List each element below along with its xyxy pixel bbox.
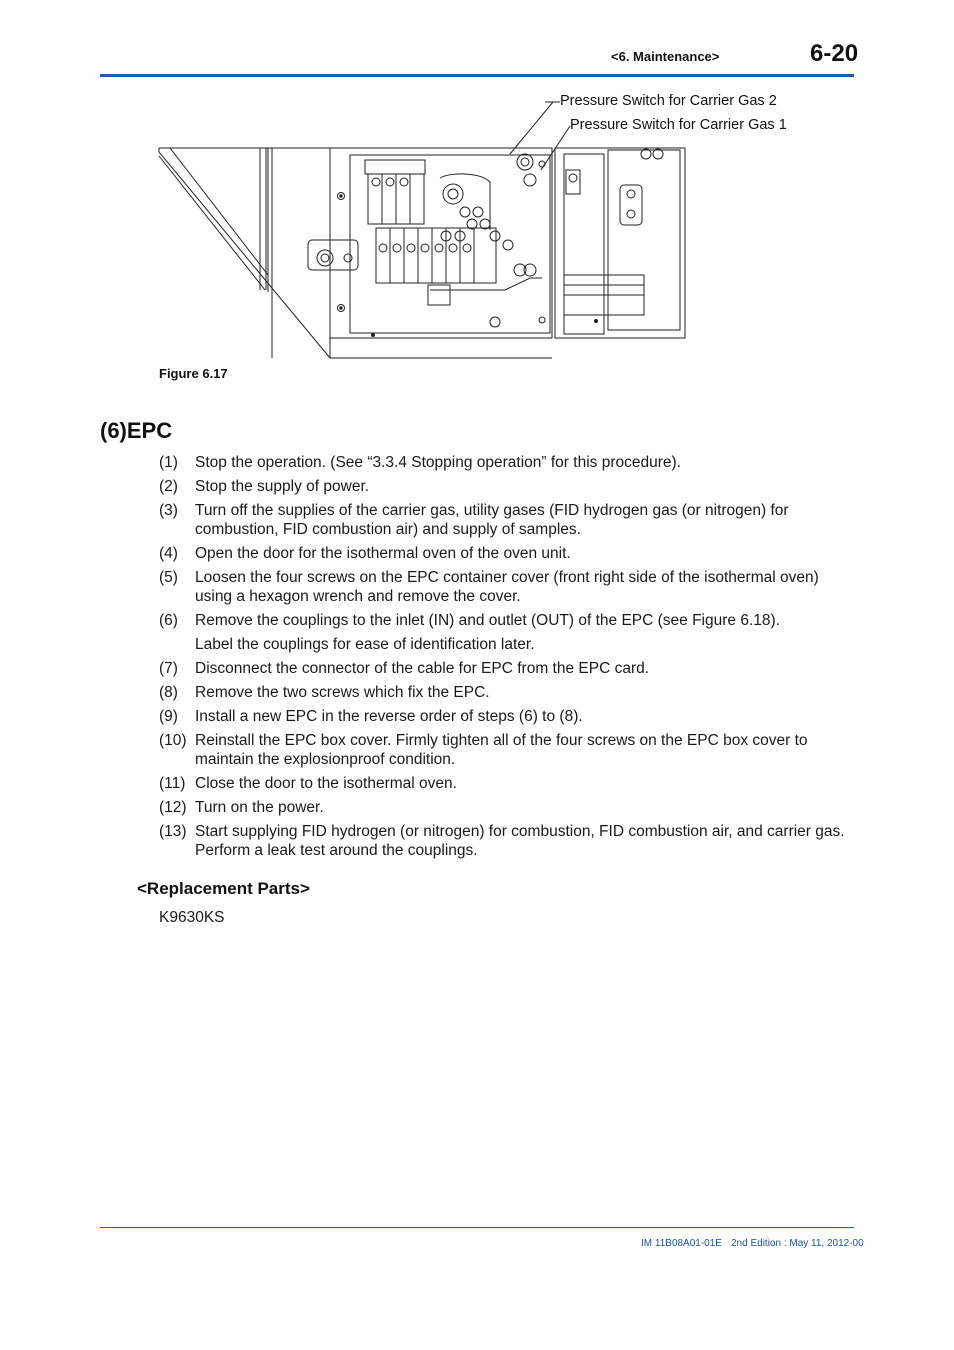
oven-unit-figure xyxy=(150,90,695,365)
replacement-parts-heading: <Replacement Parts> xyxy=(137,879,310,898)
procedure-step xyxy=(159,774,859,793)
step-text: Stop the operation. (See “3.3.4 Stopping operation” for this procedure). xyxy=(195,454,681,471)
right-box xyxy=(555,148,685,338)
step-number: (6) xyxy=(159,612,178,629)
header-rule xyxy=(100,74,854,77)
footer-document-number: IM 11B08A01-01E xyxy=(641,1238,722,1249)
section-heading: (6)EPC xyxy=(100,418,173,443)
procedure-step xyxy=(159,731,859,769)
procedure-step xyxy=(159,611,859,654)
step-number: (8) xyxy=(159,684,178,701)
procedure-step xyxy=(159,453,859,472)
step-text: Disconnect the connector of the cable for EPC from the EPC card. xyxy=(195,660,650,677)
step-text: Turn on the power. xyxy=(195,799,324,816)
step-text: Install a new EPC in the reverse order of steps (6) to (8). xyxy=(195,708,583,725)
tube-fittings xyxy=(428,154,542,327)
step-text: Reinstall the EPC box cover. Firmly tighten all of the four screws on the EPC box cover to maintain the explosionproof condition. xyxy=(195,732,808,768)
step-text: Stop the supply of power. xyxy=(195,478,370,495)
step-text: Remove the two screws which fix the EPC. xyxy=(195,684,490,701)
callout-pressure-switch-gas-2: Pressure Switch for Carrier Gas 2 xyxy=(560,93,777,109)
step-text: Open the door for the isothermal oven of the oven unit. xyxy=(195,545,571,562)
procedure-step xyxy=(159,822,859,860)
step-number: (3) xyxy=(159,502,178,519)
procedure-step xyxy=(159,683,859,702)
procedure-step xyxy=(159,501,859,539)
part-number: K9630KS xyxy=(159,909,225,926)
procedure-step xyxy=(159,659,859,678)
footer-edition: 2nd Edition : May 11, 2012-00 xyxy=(731,1238,864,1249)
step-text: Remove the couplings to the inlet (IN) and outlet (OUT) of the EPC (see Figure 6.18). xyxy=(195,612,780,629)
epc-panel xyxy=(330,148,552,338)
procedure-step xyxy=(159,707,859,726)
step-number: (10) xyxy=(159,732,187,749)
footer-rule xyxy=(100,1227,854,1228)
procedure-steps xyxy=(159,453,859,865)
step-number: (13) xyxy=(159,823,187,840)
step-text: Loosen the four screws on the EPC container cover (front right side of the isothermal oven) using a hexagon wrench and remove the cover. xyxy=(195,569,819,605)
procedure-step xyxy=(159,568,859,606)
figure-caption: Figure 6.17 xyxy=(159,366,228,381)
step-note: Label the couplings for ease of identification later. xyxy=(195,636,535,653)
step-number: (12) xyxy=(159,799,187,816)
step-number: (1) xyxy=(159,454,178,471)
step-number: (7) xyxy=(159,660,178,677)
step-number: (9) xyxy=(159,708,178,725)
procedure-step xyxy=(159,798,859,817)
step-number: (5) xyxy=(159,569,178,586)
page-number: 6-20 xyxy=(810,40,859,67)
step-text: Close the door to the isothermal oven. xyxy=(195,775,457,792)
callout-pressure-switch-gas-1: Pressure Switch for Carrier Gas 1 xyxy=(570,117,787,133)
procedure-step xyxy=(159,544,859,563)
step-number: (2) xyxy=(159,478,178,495)
procedure-step xyxy=(159,477,859,496)
step-number: (11) xyxy=(159,775,186,792)
step-number: (4) xyxy=(159,545,178,562)
running-header-section: <6. Maintenance> xyxy=(611,49,720,64)
step-text: Turn off the supplies of the carrier gas, utility gases (FID hydrogen gas (or nitrogen) for combustion, FID combustion air) and supply of samples. xyxy=(195,502,789,538)
step-text: Start supplying FID hydrogen (or nitrogen) for combustion, FID combustion air, and carrier gas. Perform a leak test around the couplings. xyxy=(195,823,845,859)
leader-line-gas2-diag xyxy=(510,102,553,154)
